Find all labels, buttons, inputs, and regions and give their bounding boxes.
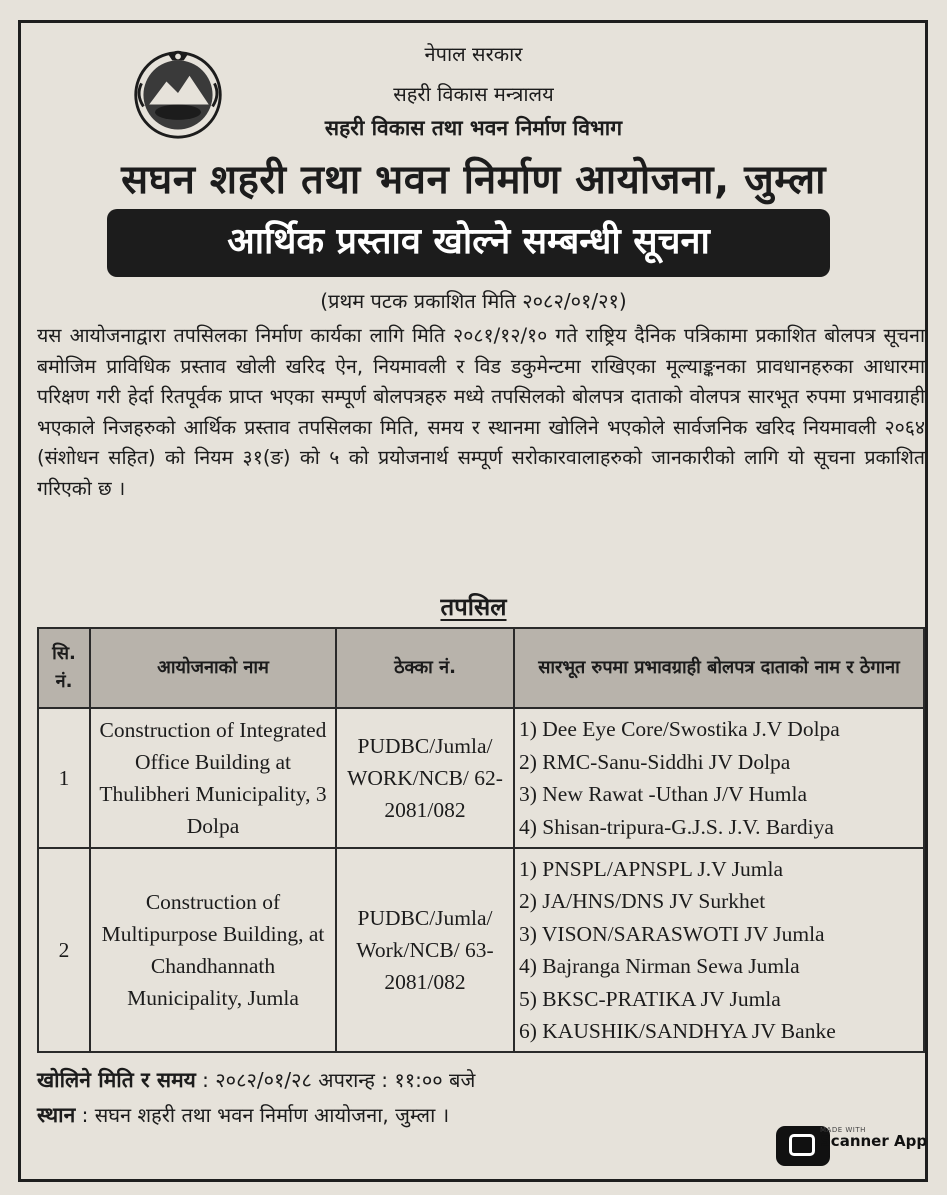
row-bidders xyxy=(514,848,924,1052)
col-project-name: आयोजनाको नाम xyxy=(90,628,336,708)
bidder-item: 4) Shisan-tripura-G.J.S. J.V. Bardiya xyxy=(519,814,834,839)
opening-date-value: : २०८२/०१/२८ अपरान्ह : ११:०० बजे xyxy=(202,1068,476,1092)
watermark-made-with: MADE WITH xyxy=(820,1126,866,1134)
header-government: नेपाल सरकार xyxy=(424,42,523,66)
schedule-heading: तपसिल xyxy=(440,593,507,621)
watermark-app-name: Scanner App xyxy=(820,1132,928,1150)
row-serial: 1 xyxy=(38,708,90,848)
bidder-item: 2) JA/HNS/DNS JV Surkhet xyxy=(519,889,766,913)
row-serial: 2 xyxy=(38,848,90,1052)
venue-label: स्थान xyxy=(37,1103,76,1127)
project-title: सघन शहरी तथा भवन निर्माण आयोजना, जुम्ला xyxy=(121,157,826,203)
bidder-item: 6) KAUSHIK/SANDHYA JV Banke xyxy=(519,1019,836,1043)
row-bidders xyxy=(514,708,924,848)
opening-date-line xyxy=(37,1066,475,1094)
bidder-item: 5) BKSC-PRATIKA JV Jumla xyxy=(519,986,781,1011)
venue-value: : सघन शहरी तथा भवन निर्माण आयोजना, जुम्ला । xyxy=(81,1103,450,1127)
table-row xyxy=(38,848,924,1052)
table-row xyxy=(38,708,924,848)
bidder-item: 2) RMC-Sanu-Siddhi JV Dolpa xyxy=(519,749,791,774)
bidder-item: 1) Dee Eye Core/Swostika J.V Dolpa xyxy=(519,717,840,741)
row-project-name: Construction of Multipurpose Building, at Chandhannath Municipality, Jumla xyxy=(90,848,336,1052)
bidder-item: 4) Bajranga Nirman Sewa Jumla xyxy=(519,954,800,978)
bidder-item: 3) New Rawat -Uthan J/V Humla xyxy=(519,782,808,806)
row-contract-no: PUDBC/Jumla/ Work/NCB/ 63-2081/082 xyxy=(336,848,514,1052)
venue-line xyxy=(37,1101,449,1129)
schedule-table xyxy=(37,627,925,1053)
first-published-date: (प्रथम पटक प्रकाशित मिति २०८२/०१/२१) xyxy=(320,289,627,313)
col-contract-no: ठेक्का नं. xyxy=(336,628,514,708)
table-header-row xyxy=(38,628,924,708)
col-serial: सि. नं. xyxy=(38,628,90,708)
row-contract-no: PUDBC/Jumla/ WORK/NCB/ 62-2081/082 xyxy=(336,708,514,848)
notice-body: यस आयोजनाद्वारा तपसिलका निर्माण कार्यका लागि मिति २०८१/१२/१० गते राष्ट्रिय दैनिक पत्रिकामा प्रकाशित बोलपत्र सूचना बमोजिम प्राविधिक प्रस्ताव खोली खरिद ऐन, नियमावली र विड डकुमेन्टमा राखिएका मूल्याङ्कनका प्रावधानहरुका आधारमा परिक्षण गरी हेर्दा रितपूर्वक प्राप्त भएका सम्पूर्ण बोलपत्रहरु मध्ये तपसिलको बोलपत्र दाताको वोलपत्र सारभूत रुपमा प्रभावग्राही भएकाले निजहरुको आर्थिक प्रस्ताव तपसिलका मिति, समय र स्थानमा खोलिने भएकोले सार्वजनिक खरिद नियमावली २०६४ (संशोधन सहित) को नियम ३१(ङ) को ५ को प्रयोजनार्थ सम्पूर्ण सरोकारवालाहरुको जानकारीको लागि यो सूचना प्रकाशित गरिएको छ । xyxy=(37,324,925,500)
col-bidders: सारभूत रुपमा प्रभावग्राही बोलपत्र दाताको नाम र ठेगाना xyxy=(514,628,924,708)
header-ministry: सहरी विकास मन्त्रालय xyxy=(393,82,554,106)
opening-date-label: खोलिने मिति र समय xyxy=(37,1068,196,1092)
bidder-item: 3) VISON/SARASWOTI JV Jumla xyxy=(519,921,825,946)
notice-title-banner: आर्थिक प्रस्ताव खोल्ने सम्बन्धी सूचना xyxy=(107,209,830,277)
bidder-item: 1) PNSPL/APNSPL J.V Jumla xyxy=(519,856,784,881)
header-department: सहरी विकास तथा भवन निर्माण विभाग xyxy=(324,116,623,140)
row-project-name: Construction of Integrated Office Building at Thulibheri Municipality, 3 Dolpa xyxy=(90,708,336,848)
